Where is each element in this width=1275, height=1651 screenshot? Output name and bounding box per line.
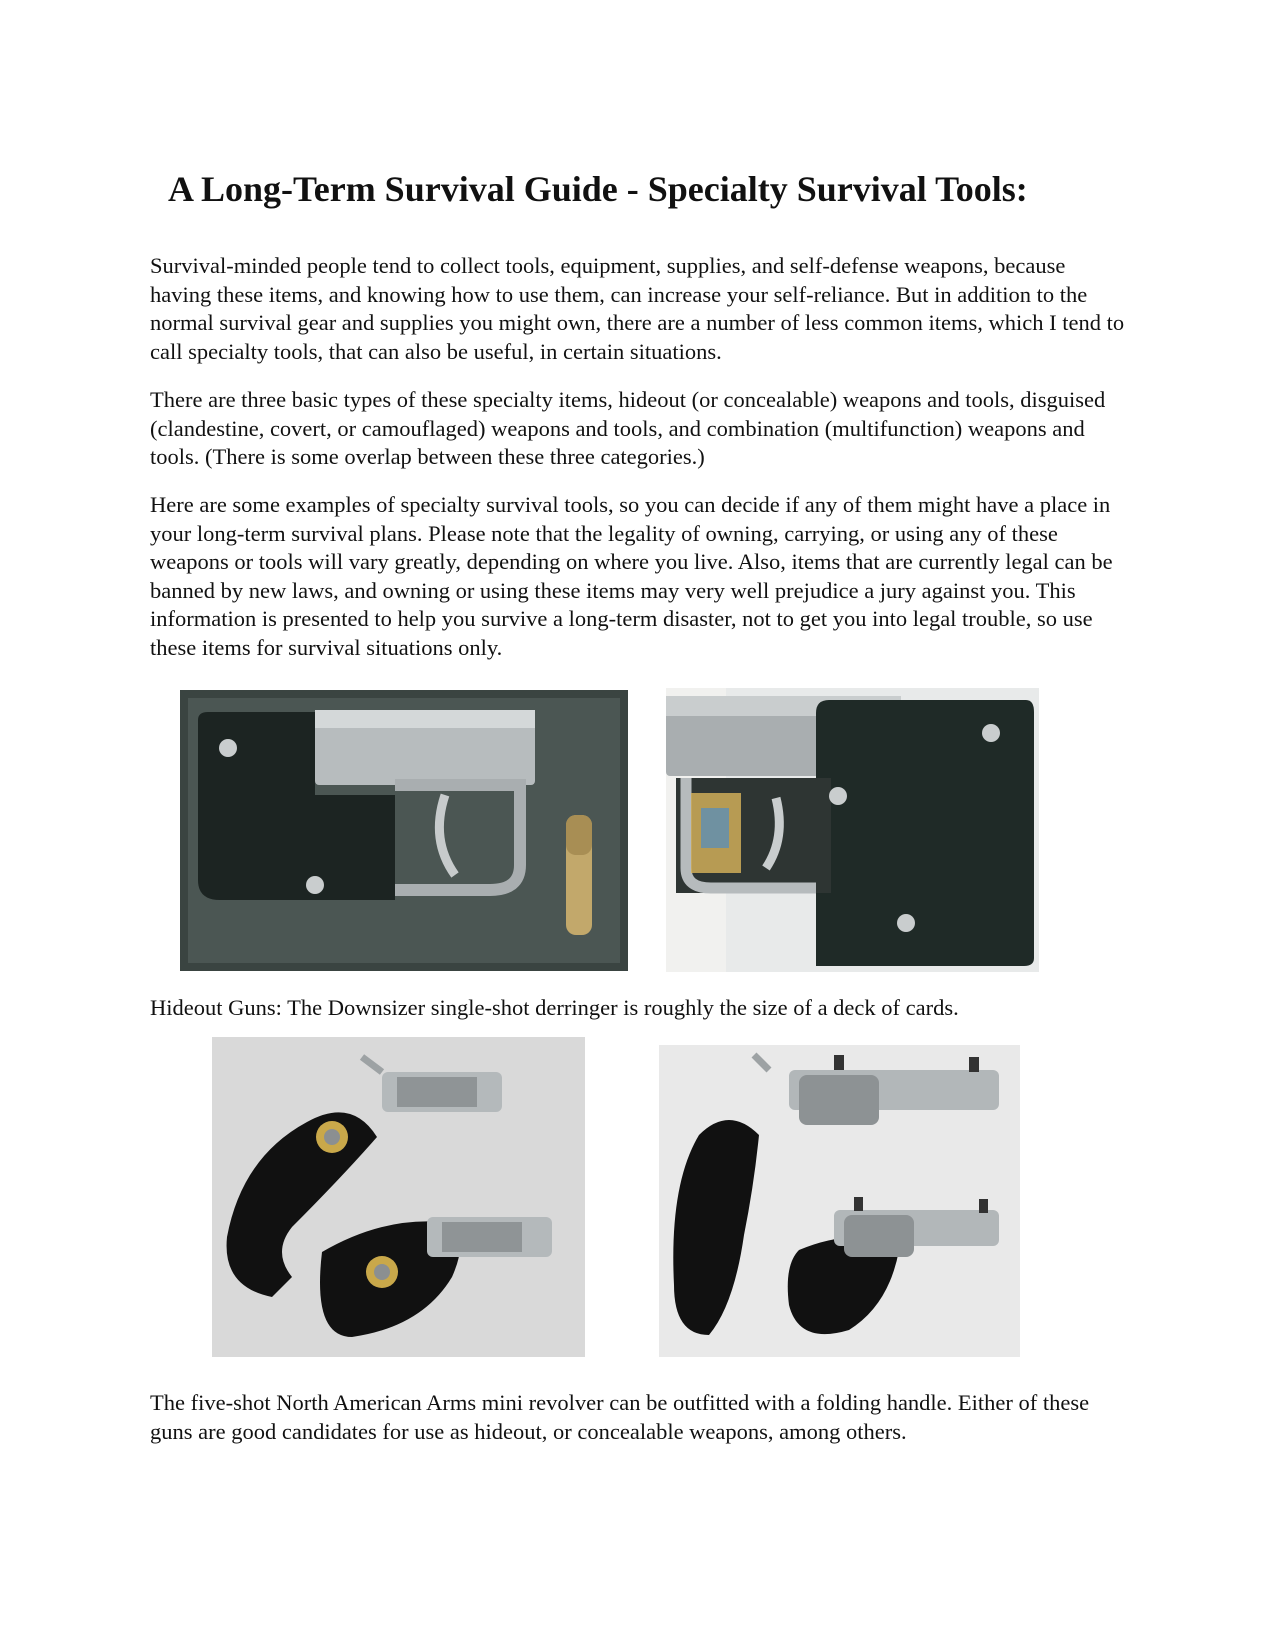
mini-revolver-photo-right	[659, 1045, 1020, 1357]
page-title: A Long-Term Survival Guide - Specialty Survival Tools:	[168, 169, 1028, 209]
mini-revolver-caption: The five-shot North American Arms mini revolver can be outfitted with a folding handle. Either of these guns are good candidates for use as hideout, or concealable weapons, among others.	[150, 1390, 1090, 1444]
examples-paragraph: Here are some examples of specialty survival tools, so you can decide if any of them might have a place in your long-term survival plans. Please note that the legality of owning, carrying, or using any of these weapons or tools will vary greatly, depending on where you live. Also, items that are currently legal can be banned by new laws, and owning or using these items may very well prejudice a jury against you. This information is presented to help you survive a long-term disaster, not to get you into legal trouble, so use these items for survival situations only.	[150, 492, 1113, 660]
derringer-photo-right	[666, 688, 1039, 972]
derringer-photo-left	[180, 690, 628, 971]
intro-paragraph: Survival-minded people tend to collect tools, equipment, supplies, and self-defense weapons, because having these items, and knowing how to use them, can increase your self-reliance. But in addition to the normal survival gear and supplies you might own, there are a number of less common items, which I tend to call specialty tools, that can also be useful, in certain situations.	[150, 253, 1125, 364]
derringer-caption: Hideout Guns: The Downsizer single-shot derringer is roughly the size of a deck of cards.	[150, 995, 959, 1020]
types-paragraph: There are three basic types of these specialty items, hideout (or concealable) weapons and tools, disguised (clandestine, covert, or camouflaged) weapons and tools, and combination (multifunction) weapons and tools. (There is some overlap between these three categories.)	[150, 387, 1106, 470]
mini-revolver-photo-left	[212, 1037, 585, 1357]
